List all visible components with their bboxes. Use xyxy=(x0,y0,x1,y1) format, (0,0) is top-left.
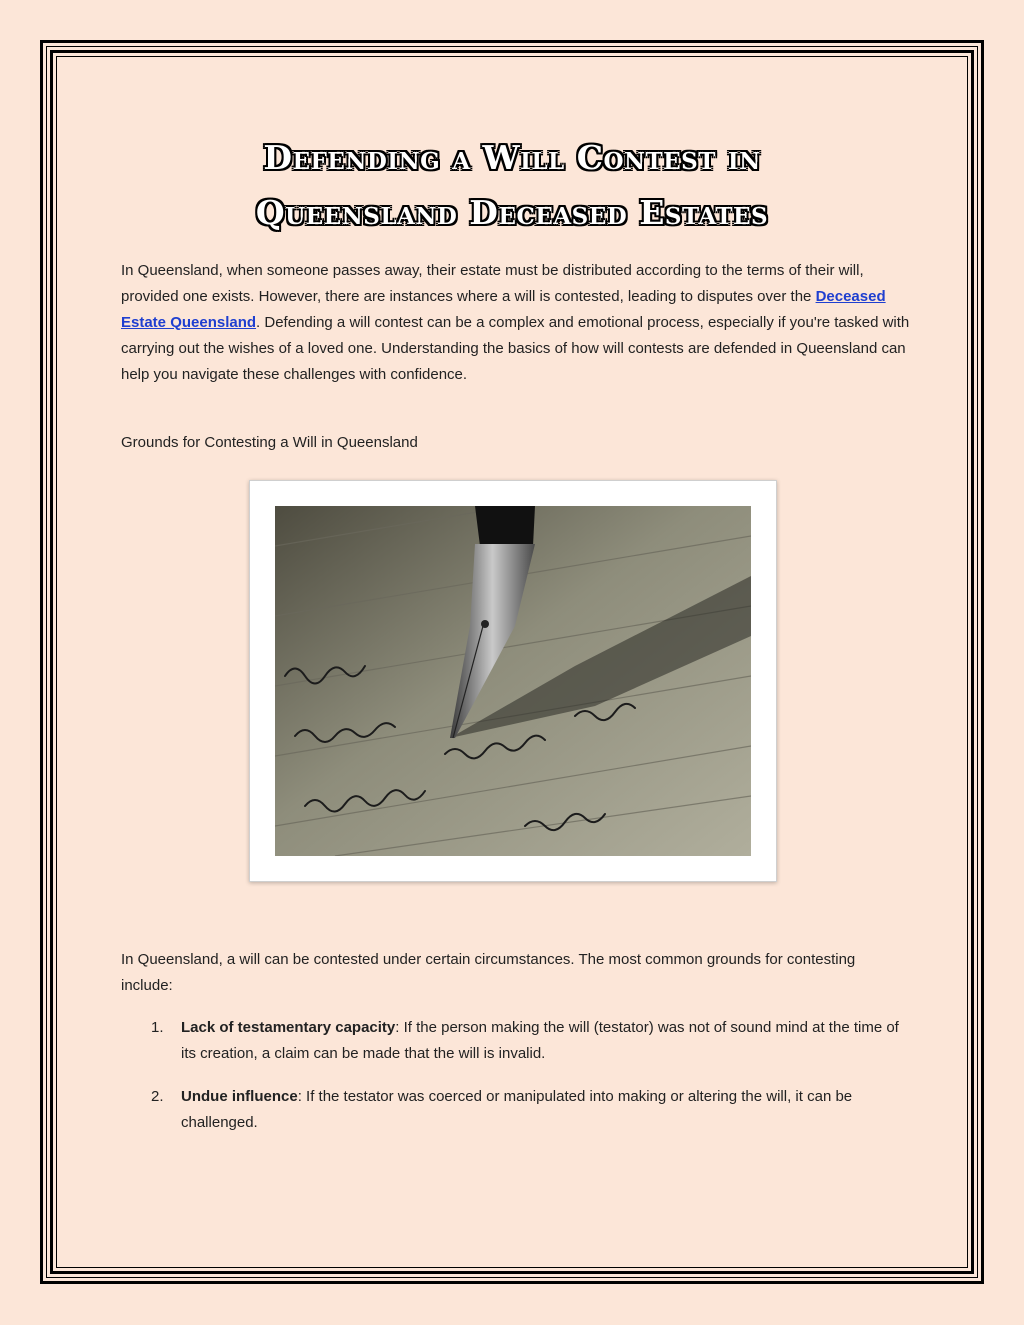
list-item-text: : If the person making the will (testator) was not of sound mind at the time of its creation, a claim can be made that the will is invalid. xyxy=(181,1019,899,1062)
photo-frame xyxy=(249,480,777,882)
list-item-term: Undue influence xyxy=(181,1088,298,1105)
page-title-line-2: Queensland Deceased Estates xyxy=(255,193,769,232)
deceased-estate-link[interactable]: Deceased Estate Queensland xyxy=(121,288,886,331)
intro-text-after-link: . Defending a will contest can be a complex and emotional process, especially if you're tasked with carrying out the wishes of a loved one. Understanding the basics of how will contests are defended in Queensland can help you navigate these challenges with confidence. xyxy=(121,314,910,383)
list-item-text: : If the testator was coerced or manipulated into making or altering the will, it can be challenged. xyxy=(181,1088,853,1131)
grounds-intro-paragraph: In Queensland, a will can be contested under certain circumstances. The most common grounds for contesting include: xyxy=(121,951,856,994)
page-title-line-1: Defending a Will Contest in xyxy=(263,138,761,177)
grounds-list xyxy=(121,1015,911,1153)
page-title xyxy=(60,130,964,240)
list-item-number: 1. xyxy=(151,1019,164,1036)
intro-paragraph xyxy=(121,258,911,388)
list-item xyxy=(121,1015,911,1067)
list-item xyxy=(121,1084,911,1136)
intro-text-before-link: In Queensland, when someone passes away, their estate must be distributed according to the terms of their will, provided one exists. However, there are instances where a will is contested, leading to disputes over the xyxy=(121,262,864,305)
list-item-number: 2. xyxy=(151,1088,164,1105)
list-item-term: Lack of testamentary capacity xyxy=(181,1019,396,1036)
fountain-pen-writing-photo xyxy=(275,506,751,856)
section-subheading: Grounds for Contesting a Will in Queensland xyxy=(121,434,418,451)
